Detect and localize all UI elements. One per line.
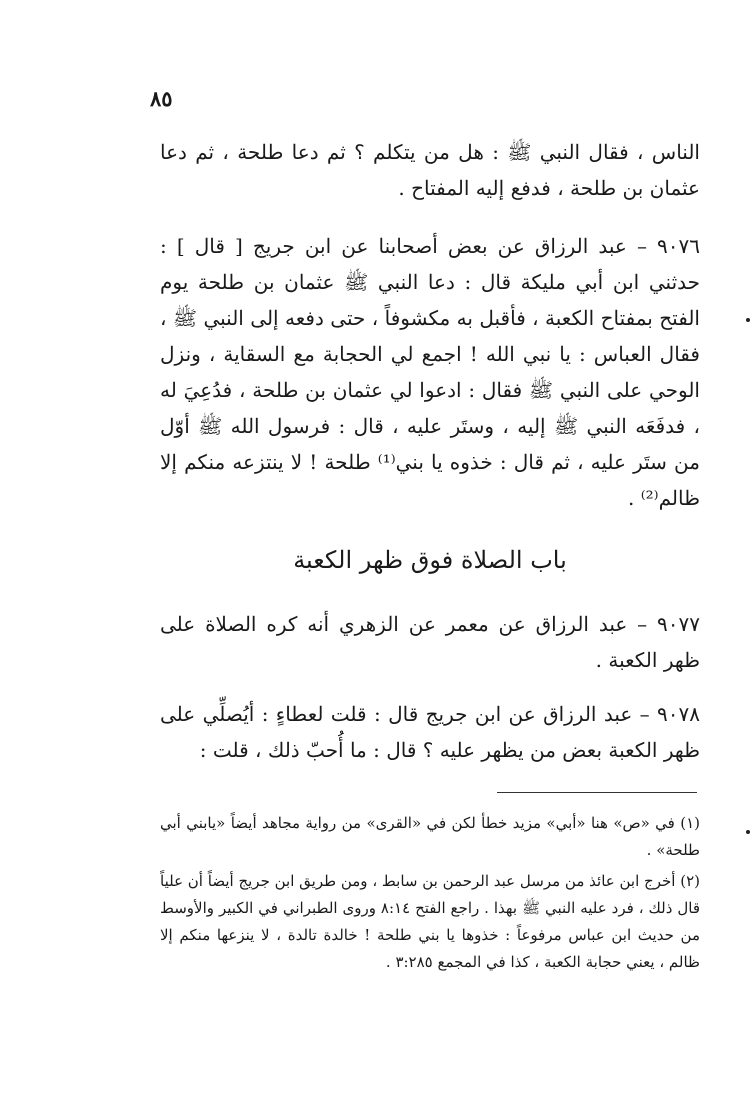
paragraph: ٩٠٧٦ – عبد الرزاق عن بعض أصحابنا عن ابن جريج [ قال ] : حدثني ابن أبي مليكة قال : دعا النبي ﷺ عثمان بن طلحة يوم الفتح بمفتاح الكعبة ، فأقبل به مكشوفاً ، حتى دفعه إلى النبي ﷺ ، فقال العباس : يا نبي الله ! اجمع لي الحجابة مع السقاية ، ونزل الوحي على النبي ﷺ فقال : ادعوا لي عثمان بن طلحة ، فدُعِيَ له ، فدفَعَه النبي ﷺ إليه ، وستَر عليه ، قال : فرسول الله ﷺ أوّل من ستَر عليه ، ثم قال : خذوه يا بني⁽¹⁾ طلحة ! لا ينتزعه منكم إلا ظالم⁽²⁾ .	[160, 234, 700, 510]
footnote-1: (١) في «ص» هنا «أبي» مزيد خطأ لكن في «القرى» من رواية مجاهد أيضاً «يابني أبي طلحة» .	[160, 814, 700, 859]
page-number: ٨٥	[150, 86, 173, 111]
hadith-9076	[160, 228, 700, 516]
footnotes	[160, 810, 700, 980]
footnote-divider	[497, 792, 697, 793]
paragraph: الناس ، فقال النبي ﷺ : هل من يتكلم ؟ ثم دعا طلحة ، ثم دعا عثمان بن طلحة ، فدفع إليه المفتاح .	[160, 140, 700, 200]
chapter-title: باب الصلاة فوق ظهر الكعبة	[293, 546, 567, 574]
paragraph: ٩٠٧٧ – عبد الرزاق عن معمر عن الزهري أنه كره الصلاة على ظهر الكعبة .	[160, 612, 700, 672]
scan-speck	[746, 830, 750, 834]
hadith-9078	[160, 696, 700, 768]
paragraph: ٩٠٧٨ – عبد الرزاق عن ابن جريج قال : قلت لعطاءٍ : أيُصلِّي على ظهر الكعبة بعض من يظهر عليه ؟ قال : ما أُحبّ ذلك ، قلت :	[160, 702, 700, 762]
hadith-9077	[160, 606, 700, 678]
paragraph-continuation	[160, 134, 700, 206]
footnote-2: (٢) أخرج ابن عائذ من مرسل عبد الرحمن بن سابط ، ومن طريق ابن جريج أيضاً أن علياً قال ذلك ، فرد عليه النبي ﷺ بهذا . راجع الفتح ٨:١٤ وروى الطبراني في الكبير والأوسط من حديث ابن عباس مرفوعاً : خذوها يا بني طلحة ! خالدة تالدة ، لا ينزعها منكم إلا ظالم ، يعني حجابة الكعبة ، كذا في المجمع ٣:٢٨٥ .	[160, 872, 700, 971]
scan-speck	[746, 318, 750, 322]
